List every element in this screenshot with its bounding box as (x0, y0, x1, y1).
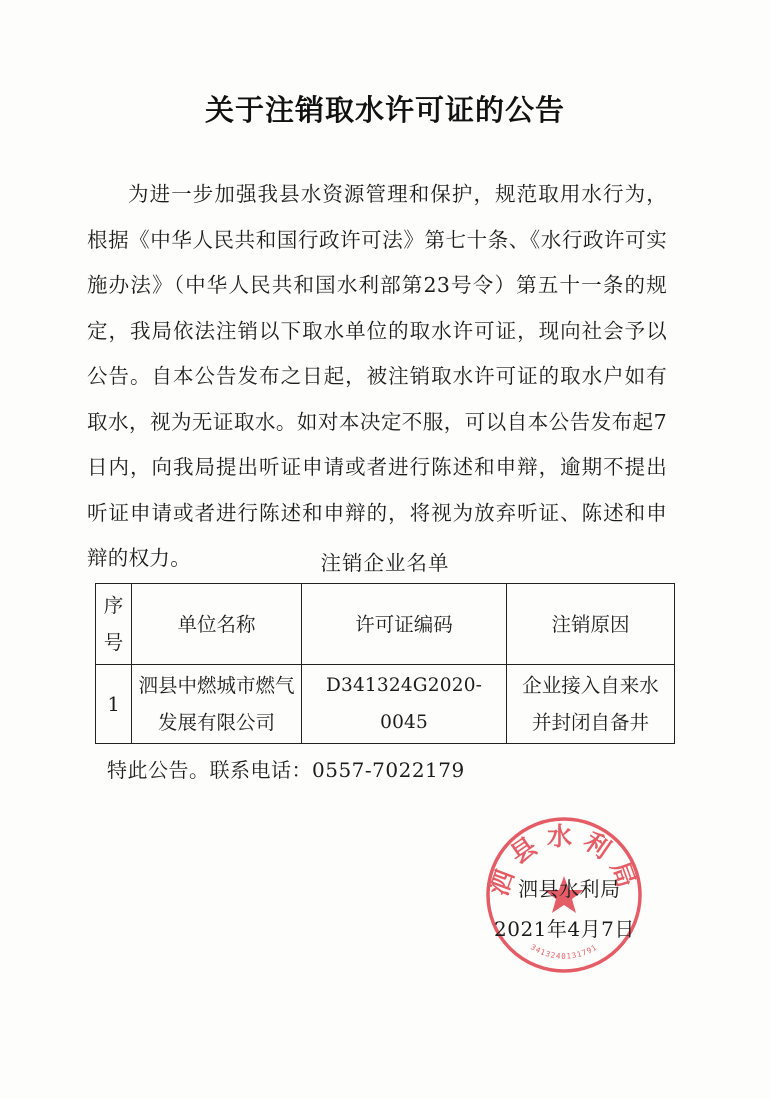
signer-name: 泗县水利局 (518, 877, 621, 901)
seal-arc-text: 泗县水利局 (483, 821, 645, 900)
list-title: 注销企业名单 (320, 551, 450, 575)
header-cell-license-code: 许可证编码 (302, 584, 507, 665)
body-paragraph: 为进一步加强我县水资源管理和保护，规范取用水行为，根据《中华人民共和国行政许可法》第七十条、《水行政许可实施办法》（中华人民共和国水利部第23号令）第五十一条的规定，我局依法注销以下取水单位的取水许可证，现向社会予以公告。自本公告发布之日起，被注销取水许可证的取水户如有取水，视为无证取水。如对本决定不服，可以自本公告发布起7日内，向我局提出听证申请或者进行陈述和申辩，逾期不提出听证申请或者进行陈述和申辩的，将视为放弃听证、陈述和申辩的权力。 (87, 182, 667, 570)
header-cell-unit-name: 单位名称 (132, 584, 302, 665)
cell-number: 1 (96, 665, 132, 744)
issue-date: 2021年4月7日 (494, 917, 635, 941)
header-cell-reason: 注销原因 (507, 584, 675, 665)
cell-unit-name: 泗县中燃城市燃气发展有限公司 (132, 665, 302, 744)
cell-license-code: D341324G2020-0045 (302, 665, 507, 744)
header-cell-number: 序号 (96, 584, 132, 665)
table-header-row (96, 584, 675, 665)
seal-number-text: 3413240131791 (529, 942, 599, 961)
cell-reason: 企业接入自来水并封闭自备井 (507, 665, 675, 744)
document-title: 关于注销取水许可证的公告 (204, 93, 565, 127)
table-row (96, 665, 675, 744)
cancellation-table (95, 583, 675, 744)
notice-contact: 特此公告。联系电话：0557-7022179 (107, 758, 465, 782)
